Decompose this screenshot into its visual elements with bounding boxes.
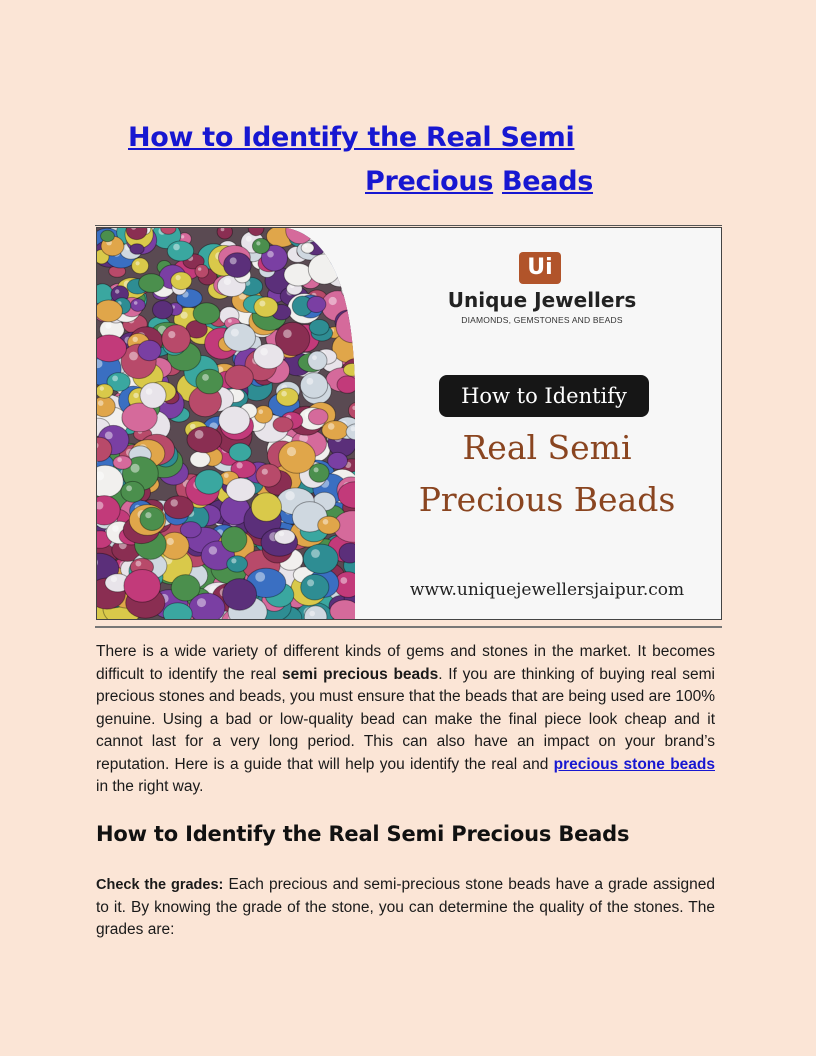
grades-paragraph [96,874,715,942]
top-divider [95,225,722,226]
grades-text: Each precious and semi-precious stone beads have a grade assigned to it. By knowing the grade of the stone, you can determine the quality of the stones. The grades are: [96,876,715,938]
intro-bold-term: semi precious beads [282,665,439,683]
page-title-link[interactable]: How to Identify the Real Semi [128,122,575,153]
banner-headline-line1: Real Semi [462,428,632,467]
gemstone-beads-photo [97,228,721,619]
intro-text-3: in the right way. [96,778,204,795]
grades-label: Check the grades: [96,877,224,893]
banner-headline-line2: Precious Beads [418,480,676,519]
bottom-divider [95,626,722,628]
how-to-identify-pill: How to Identify [439,375,649,417]
intro-text-2: . If you are thinking of buying real semi precious stones and beads, you must ensure that the beads that are being used are 100% genuine. Using a bad or low-quality bead can make the final piece look cheap and it cannot last for a very long period. This can also have an impact on your brand’s reputation. Here is a guide that will help you identify the real and [96,665,715,773]
section-heading: How to Identify the Real Semi Precious Beads [96,822,630,846]
page-title-link-beads[interactable]: Beads [502,166,594,197]
article-banner-image [96,227,722,620]
brand-name: Unique Jewellers [447,288,637,312]
intro-text-1: There is a wide variety of different kinds of gems and stones in the market. It becomes difficult to identify the real [96,643,715,683]
brand-tagline: DIAMONDS, GEMSTONES AND BEADS [461,315,623,325]
precious-stone-beads-link[interactable]: precious stone beads [553,755,715,773]
page-title-link-precious[interactable]: Precious [365,166,494,197]
banner-website-url: www.uniquejewellersjaipur.com [409,580,685,600]
intro-paragraph [96,641,715,799]
unique-jewellers-logo: Ui [519,252,561,284]
